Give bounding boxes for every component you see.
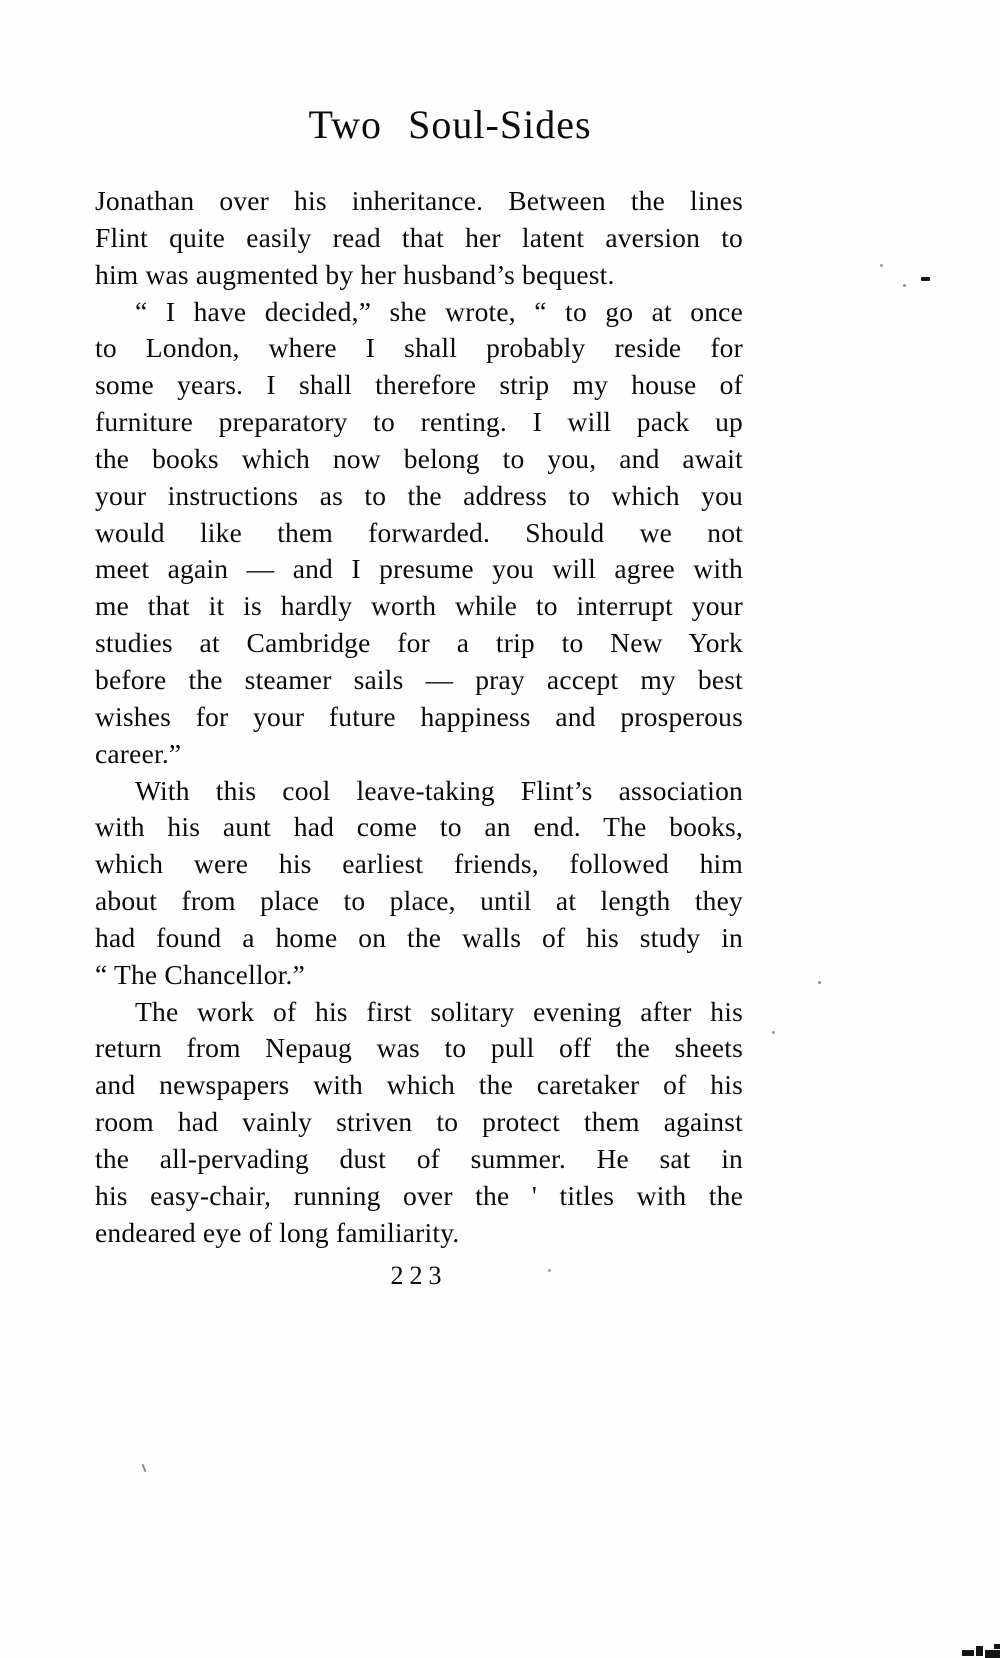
text-line: wishes for your future happiness and prosperous: [95, 700, 743, 732]
scan-smudge: [976, 1646, 983, 1656]
text-line: Jonathan over his inheritance. Between the lines: [95, 185, 743, 216]
scan-speck: [903, 284, 906, 287]
scan-speck: [921, 277, 930, 281]
text-line: “ I have decided,” she wrote, “ to go at once: [135, 295, 743, 327]
text-line: before the steamer sails — pray accept my best: [95, 663, 743, 695]
text-line: The work of his first solitary evening after his: [135, 995, 743, 1027]
text-line: your instructions as to the address to which you: [95, 479, 743, 511]
text-line: would like them forwarded. Should we not: [95, 516, 743, 548]
text-line: the all-pervading dust of summer. He sat in: [95, 1142, 743, 1174]
text-line: meet again — and I presume you will agree with: [95, 553, 743, 585]
page-body: [95, 183, 743, 1251]
paragraph: [95, 773, 743, 994]
scan-speck: [548, 1269, 551, 1272]
text-line: career.”: [95, 737, 182, 769]
text-line: room had vainly striven to protect them against: [95, 1106, 743, 1138]
text-line: “ The Chancellor.”: [95, 958, 306, 990]
text-line: had found a home on the walls of his study in: [95, 921, 743, 953]
text-line: studies at Cambridge for a trip to New York: [95, 627, 743, 659]
text-line: some years. I shall therefore strip my house of: [95, 369, 743, 401]
text-line: endeared eye of long familiarity.: [95, 1216, 460, 1248]
scan-smudge: [985, 1650, 1000, 1658]
scan-speck: [772, 1031, 775, 1034]
text-line: Flint quite easily read that her latent aversion to: [95, 221, 743, 253]
text-line: and newspapers with which the caretaker of his: [95, 1069, 743, 1101]
paragraph: [95, 994, 743, 1252]
text-line: With this cool leave-taking Flint’s association: [135, 774, 743, 806]
text-line: return from Nepaug was to pull off the sheets: [95, 1032, 743, 1064]
text-line: the books which now belong to you, and await: [95, 442, 743, 474]
scan-speck: [142, 1464, 147, 1472]
text-line: about from place to place, until at length they: [95, 885, 743, 917]
paragraph: [95, 183, 743, 294]
scan-speck: [818, 981, 821, 984]
page-title: Two Soul-Sides: [308, 102, 592, 147]
text-line: furniture preparatory to renting. I will pack up: [95, 406, 743, 438]
text-line: with his aunt had come to an end. The books,: [95, 811, 743, 843]
text-line: me that it is hardly worth while to interrupt your: [95, 590, 743, 622]
text-line: which were his earliest friends, followed him: [95, 848, 743, 880]
text-line: him was augmented by her husband’s bequest.: [95, 258, 615, 290]
scan-smudge: [994, 1644, 1000, 1649]
scan-speck: [880, 264, 883, 267]
page-number: 223: [390, 1261, 448, 1290]
text-line: his easy-chair, running over the ' titles with the: [95, 1179, 743, 1211]
paragraph: [95, 294, 743, 773]
scan-smudge: [962, 1650, 974, 1656]
text-line: to London, where I shall probably reside for: [95, 332, 743, 364]
